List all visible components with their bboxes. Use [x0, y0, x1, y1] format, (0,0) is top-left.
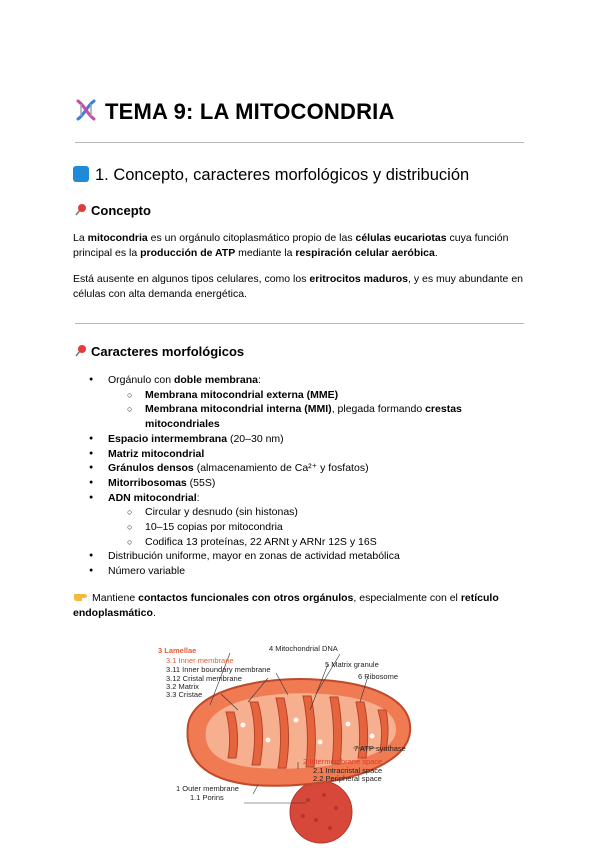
label-inner-boundary: 3.11 Inner boundary membrane — [166, 665, 271, 674]
mitochondria-diagram — [148, 640, 448, 845]
pushpin-icon — [73, 344, 87, 358]
label-ribosome: 6 Ribosome — [358, 672, 399, 681]
section-title: 1. Concepto, caracteres morfológicos y distribución — [95, 166, 470, 184]
sub-list-item: ○ Circular y desnudo (sin histonas) — [73, 505, 533, 520]
label-cristal-membrane: 3.12 Cristal membrane — [166, 674, 242, 683]
label-matrix: 3.2 Matrix — [166, 682, 199, 691]
sub-list-item: ○ Membrana mitocondrial externa (MME) — [73, 388, 533, 403]
list-item: ● Distribución uniforme, mayor en zonas de actividad metabólica — [73, 549, 533, 564]
label-atp-synthase: 7 ATP synthase — [354, 744, 406, 753]
sub-list-item: ○ Membrana mitocondrial interna (MMI), plegada formando crestas mitocondriales — [73, 402, 533, 431]
list-item: ● Gránulos densos (almacenamiento de Ca²⁺ y fosfatos) — [73, 461, 533, 476]
list-item: ● Matriz mitocondrial — [73, 447, 533, 462]
label-inner-membrane: 3.1 Inner membrane — [166, 656, 234, 665]
divider — [75, 142, 524, 143]
concepto-heading-text: Concepto — [91, 203, 151, 218]
sub-list-item: ○ 10–15 copias por mitocondria — [73, 520, 533, 535]
label-lamellae: 3 Lamellae — [158, 646, 197, 655]
page-title — [73, 97, 395, 125]
label-intracristal: 2.1 Intracristal space — [313, 766, 383, 775]
contactos-paragraph: Mantiene contactos funcionales con otros orgánulos, especialmente con el retículo endoplasmático. — [73, 592, 499, 619]
list-item: ● Espacio intermembrana (20–30 nm) — [73, 432, 533, 447]
title-text: TEMA 9: LA MITOCONDRIA — [105, 99, 395, 124]
pushpin-icon — [73, 203, 87, 217]
concepto-paragraph-2: Está ausente en algunos tipos celulares, como los eritrocitos maduros, y es muy abundante en células con alta demanda energética. — [73, 273, 523, 300]
list-item: ● Orgánulo con doble membrana: — [73, 373, 533, 388]
concepto-heading — [73, 203, 151, 218]
label-mito-dna: 4 Mitochondrial DNA — [269, 644, 338, 653]
list-item: ● Número variable — [73, 564, 533, 579]
blue-square-icon — [73, 166, 89, 182]
list-item: ● ADN mitocondrial: — [73, 491, 533, 506]
label-peripheral: 2.2 Peripheral space — [313, 774, 382, 783]
list-item: ● Mitorribosomas (55S) — [73, 476, 533, 491]
caracteres-list — [73, 373, 533, 579]
dna-icon — [73, 97, 99, 123]
caracteres-heading — [73, 344, 244, 359]
sub-list-item: ○ Codifica 13 proteínas, 22 ARNt y ARNr 12S y 16S — [73, 535, 533, 550]
concepto-paragraph-1: La mitocondria es un orgánulo citoplasmático propio de las células eucariotas cuya función principal es la producción de ATP mediante la respiración celular aeróbica. — [73, 232, 509, 259]
pointing-hand-icon — [73, 590, 89, 602]
label-cristae: 3.3 Cristae — [166, 690, 203, 699]
label-outer-membrane: 1 Outer membrane — [176, 784, 239, 793]
label-intermembrane: 2 Intermembrane space — [303, 757, 383, 766]
section-heading — [73, 166, 469, 185]
label-matrix-granule: 5 Matrix granule — [325, 660, 379, 669]
caracteres-heading-text: Caracteres morfológicos — [91, 344, 245, 359]
label-porins: 1.1 Porins — [190, 793, 224, 802]
divider — [75, 323, 524, 324]
